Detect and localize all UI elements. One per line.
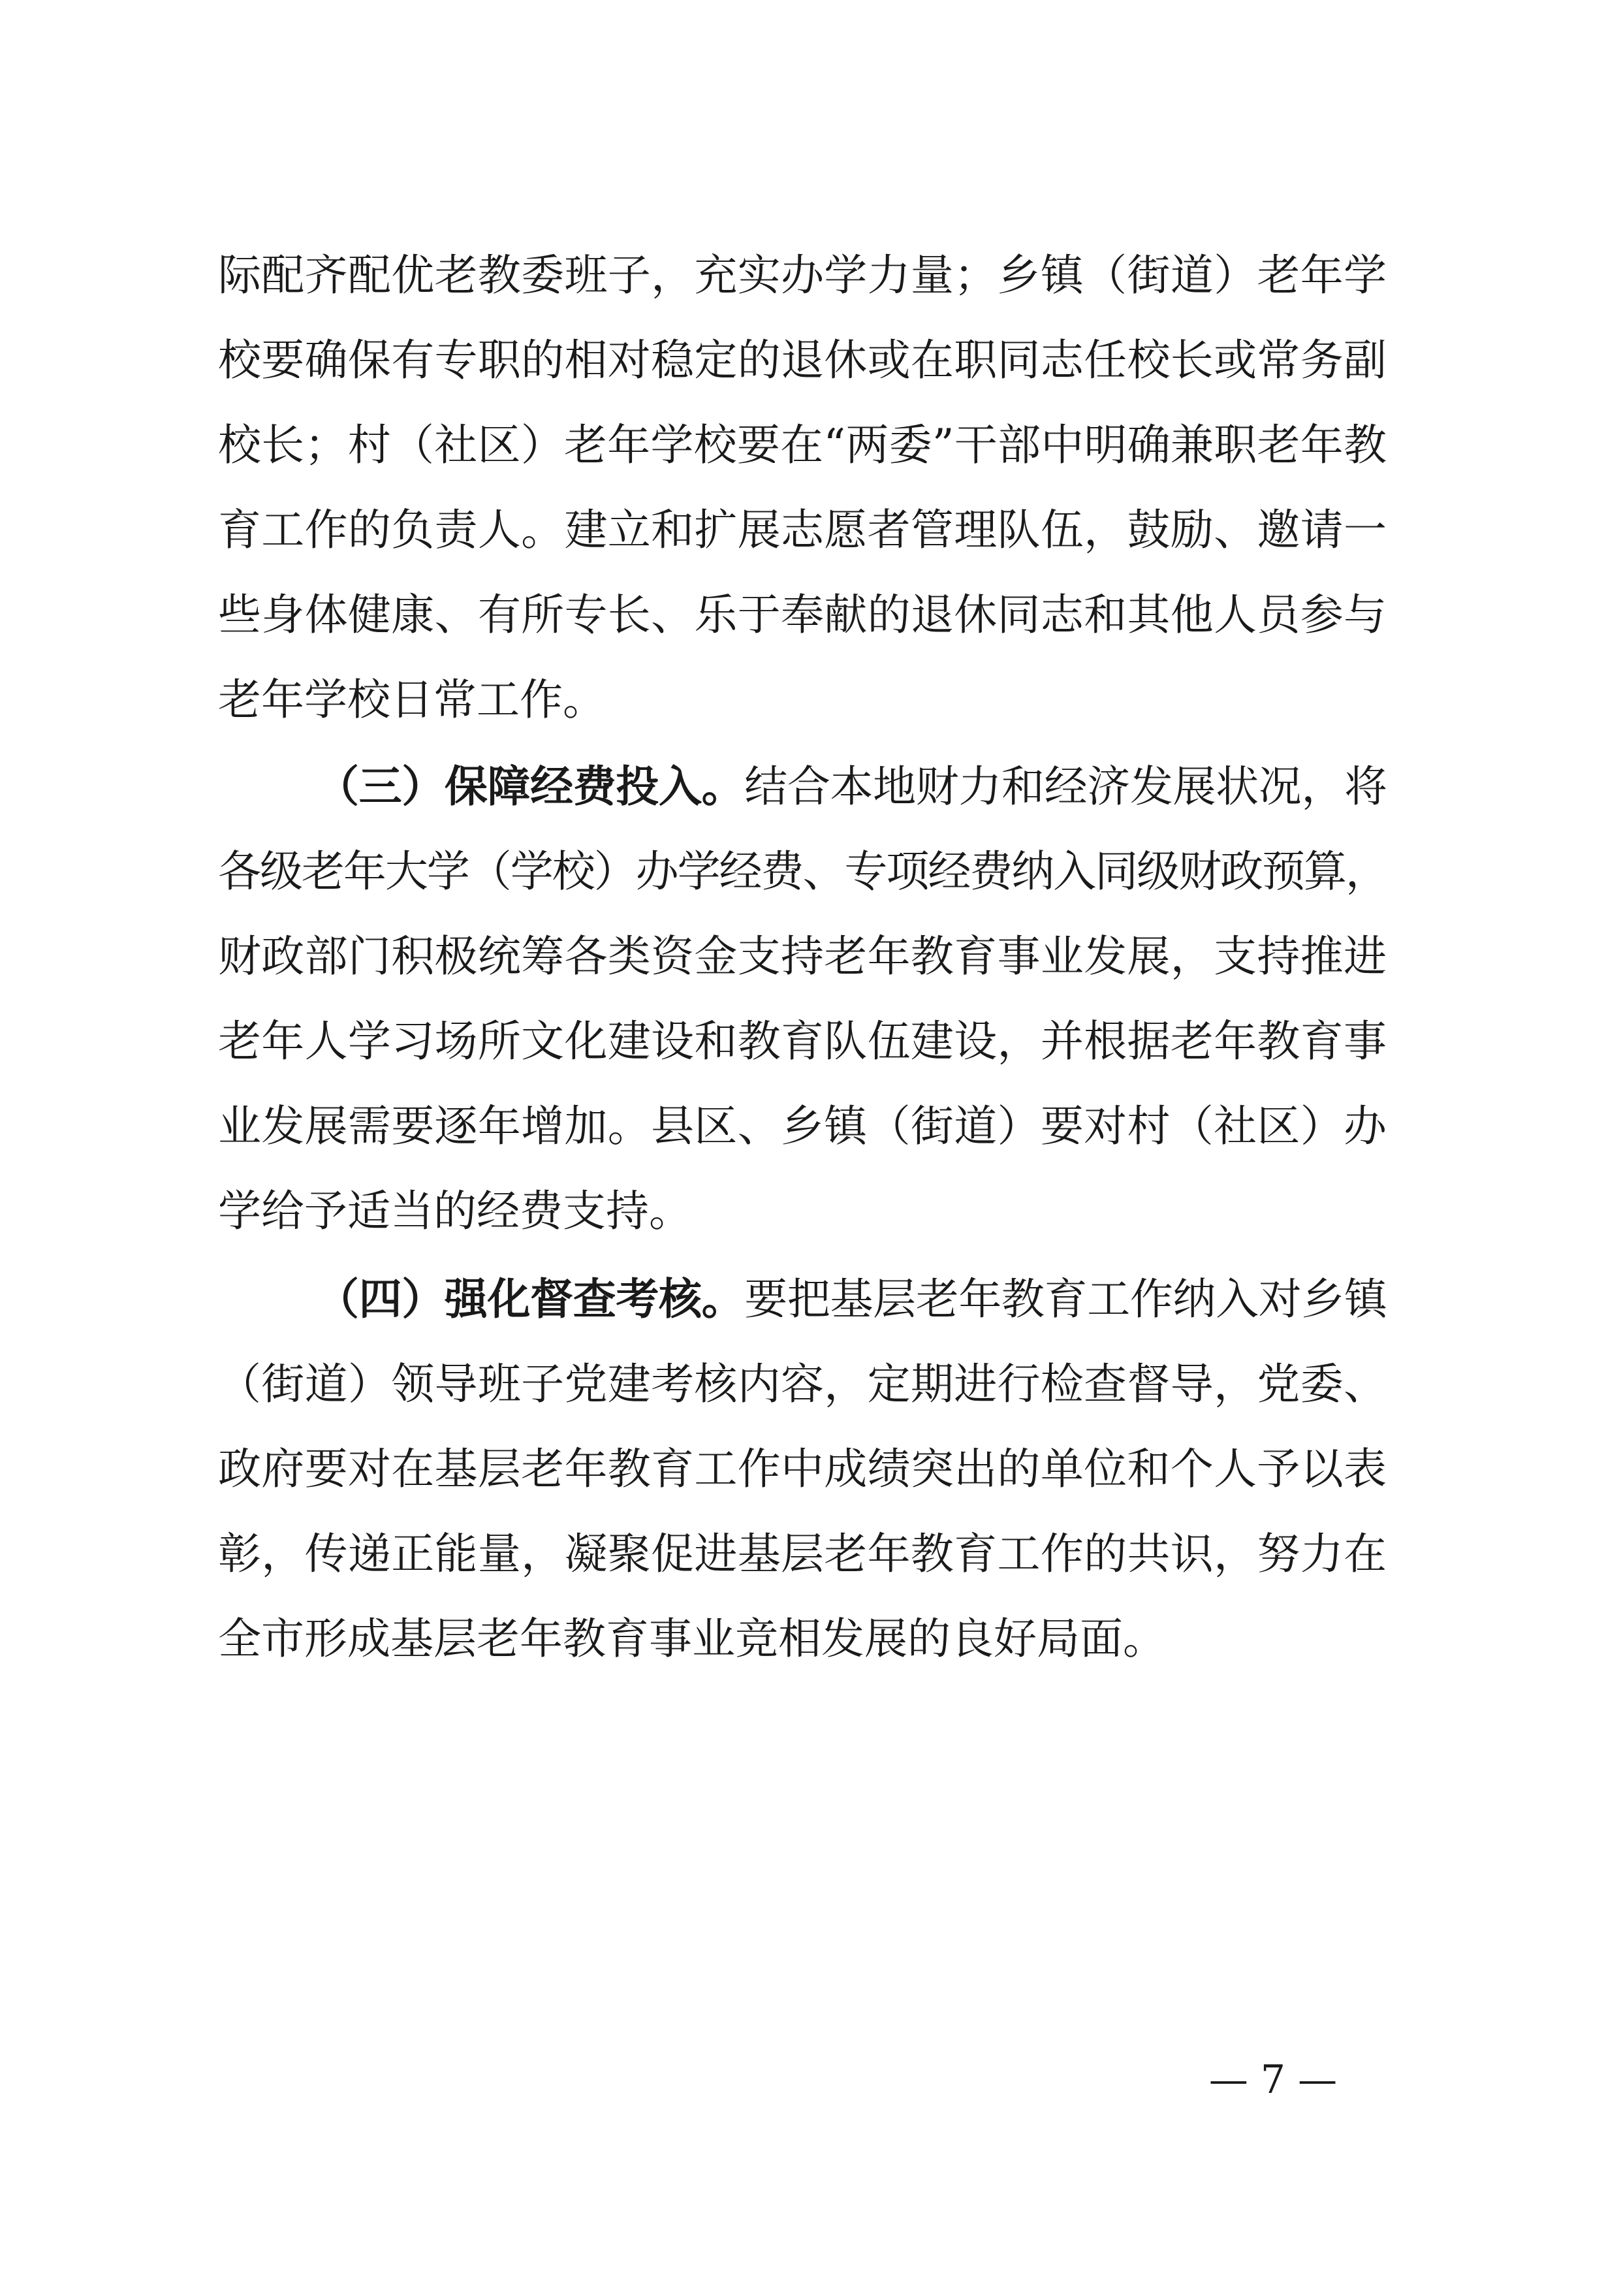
paragraph-text: 结合本地财力和经济发展状况，将 — [744, 761, 1387, 812]
paragraph-line: 际配齐配优老教委班子，充实办学力量；乡镇（街道）老年学 — [218, 250, 1387, 300]
paragraph-line: 彰，传递正能量，凝聚促进基层老年教育工作的共识，努力在 — [218, 1529, 1387, 1579]
paragraph-line: 财政部门积极统筹各类资金支持老年教育事业发展，支持推进 — [218, 931, 1387, 981]
paragraph-text: 要把基层老年教育工作纳入对乡镇 — [744, 1274, 1387, 1324]
paragraph-line: 些身体健康、有所专长、乐于奉献的退休同志和其他人员参与 — [218, 590, 1387, 640]
paragraph-line: 学给予适当的经费支持。 — [218, 1186, 692, 1236]
paragraph-line: 政府要对在基层老年教育工作中成绩突出的单位和个人予以表 — [218, 1444, 1387, 1494]
paragraph-line: （街道）领导班子党建考核内容，定期进行检查督导，党委、 — [218, 1359, 1387, 1409]
section-heading: （四）强化督查考核。 — [316, 1274, 745, 1324]
paragraph-first-line — [316, 1254, 1387, 1345]
paragraph-line: 各级老年大学（学校）办学经费、专项经费纳入同级财政预算， — [218, 846, 1387, 897]
section-heading: （三）保障经费投入。 — [316, 761, 745, 812]
paragraph-line: 业发展需要逐年增加。县区、乡镇（街道）要对村（社区）办 — [218, 1101, 1387, 1151]
paragraph-line: 校长；村（社区）老年学校要在“两委”干部中明确兼职老年教 — [218, 420, 1387, 470]
paragraph-line: 育工作的负责人。建立和扩展志愿者管理队伍，鼓励、邀请一 — [218, 505, 1387, 555]
paragraph-line: 校要确保有专职的相对稳定的退休或在职同志任校长或常务副 — [218, 335, 1387, 385]
paragraph-first-line — [316, 741, 1387, 833]
paragraph-line: 老年人学习场所文化建设和教育队伍建设，并根据老年教育事 — [218, 1016, 1387, 1066]
paragraph-line: 老年学校日常工作。 — [218, 675, 606, 725]
paragraph-line: 全市形成基层老年教育事业竞相发展的良好局面。 — [218, 1614, 1166, 1664]
page-number: — 7 — — [1208, 2057, 1338, 2103]
